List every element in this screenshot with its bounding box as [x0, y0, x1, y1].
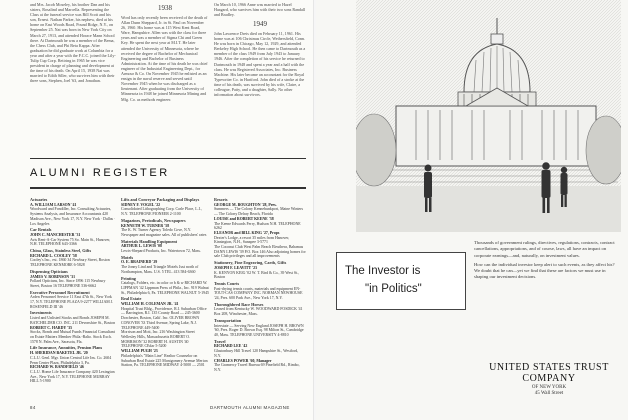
listing-category: Resorts: [214, 197, 228, 202]
register-listing: [214, 340, 306, 359]
register-listing: [121, 240, 209, 254]
ad-paragraph-2: How can the individual investor keep alert to such events, as they affect his? We doubt that he can—yet we find that these are factors we must use in shaping our investment decisions.: [474, 261, 615, 280]
register-listing: [214, 359, 306, 373]
listing-name: ROBERT C. HARDY '35: [30, 325, 73, 330]
listing-details: Fast-drying tennis courts, materials and equipment EN-TOUT-CAS COMPANY INC. NORMAN NEWHOUSE '24, Pres. 600 Park Ave., New York 17, N.Y.: [214, 286, 303, 301]
listing-details: Arden Personnel Service 11 East 47th St., New York 17, N.Y. TELEPHONE PLAZA 9-2277 WILLIAM J. ROSENFELD III '46: [30, 295, 114, 309]
listing-details: The K. W. Turner Agency Toledo Cove, N.Y. Newspaper and magazine sales. All of publishers' rates: [121, 228, 207, 237]
listing-details: The Gramercy Travel Bureau 69 Pinefield Rd., Rimbo, N.Y.: [214, 363, 300, 372]
obituary-column-1: and Mrs. Jacob Moseley, his brother Dan and his sisters, Rosalind and Marcella. Representing the Class at the funeral service was Bill Scott and his son, Ernest. Nathan Parker, his nephew, died at his home on East Woods Road, Pound Ridge, N.Y., on September 25. Nat was born in New York City on March 27, 1913, and attended Horace Mann School there. At Dartmouth he was a member of the Bema, the Chess Club, and Phi Beta Kappa. After graduation he did graduate work at Columbia for a year and after a year with the F.C.C. joined the Lily-Tulip Cup Corp. Retiring in 1965 he was vice president in charge of planning and development at the time of his death. On April 15, 1938 Nat was married to Edith Siller, who survives him with their three sons, Stephen, Joel '63, and Jonathan.: [30, 2, 116, 84]
listing-name: RICHARD L. COOLEY '58: [30, 253, 77, 258]
listing-details: Glastonbury Hill Travel 120 Hampshire St., Westford, N.Y.: [214, 349, 299, 358]
listing-category: Lifts and Conveyor Packaging and Displays: [121, 197, 200, 202]
listing-details: The Keene Edwards Ferry, Hudson N.H. TELEPHONE 6262: [214, 221, 301, 231]
listing-details: Hospital Trust Bldg., Providence, R.I. Suburban Office — Barrington, R.I. 135 County Road — 245-3600: [121, 306, 207, 316]
obituary-text: Word has only recently been received of the death of Allan Dunn Sheppard, Jr. in St. Paul on November 26, 1960. His home was at 115 West Kent Road, Ware, Hampshire. Allen was with the class for three years and was a member of Sigma Chi and Green Key. He spent the next year at M.I.T. He later attended the University of Minnesota, where he received the degree of Bachelor of Mechanical Engineering and Bachelor of Business Administration. At the time of his death he was chief engineer of the Industrial Engineering Dept., for Armour & Co. On November 1945 he enlisted as an ensign in the naval reserve and served until November 1945 when he was discharged as a lieutenant. After graduating from the University of Minnesota in 1948 he joined Minnesota Mining and Mfg. Co. as methods engineer.: [121, 15, 208, 102]
listing-name: CHARLES POWER '60, Manager: [214, 358, 272, 363]
listing-category: Stationery, Fine Engraving, Cards, Gifts: [214, 260, 287, 266]
register-listing: [214, 217, 306, 231]
register-listing: [121, 330, 209, 349]
listing-name: A. WILLIAM LARSON '41: [30, 202, 77, 207]
listing-details: C.L.U. Genl. Mgr. Union Central Life Ins. Co. 2604 Penn Center Plaza, Philadelphia 3, Pa.: [30, 355, 112, 365]
register-listing: [214, 231, 306, 245]
register-listing: [214, 303, 306, 317]
listing-details: Catalogs, Folders, etc. in color or b & w RICHARD W. LIPPMAN '42 Lippman Press of Phila., Inc. 919 Walnut St., Philadelphia 6, Pa. TELEPHONE WALNUT 5-1945: [121, 281, 209, 295]
listing-category: Thoroughbred Race Horses: [214, 301, 264, 307]
headline-line-2: "in Politics": [365, 283, 422, 295]
listing-details: Consolidated Lithographing Corp. Carle Place, L.I., N.Y. TELEPHONE PIONEER 2-1100: [121, 207, 202, 217]
listing-details: The Coconut Club West Palm Beach Eleuthera, Bahamas DANN LEWIS '39 P.O. Box 146 Also adjoining homes for sale Club privileges and all improvements: [214, 245, 306, 259]
listing-name: O. E. BRAINERD '29: [121, 260, 158, 265]
listing-category: Motels: [121, 254, 134, 260]
listing-name: WILLIAM PUGH '23: [121, 349, 158, 354]
listing-name: RICHARD W. BANDFIELD '46: [30, 365, 84, 370]
obituary-column-3: [214, 2, 306, 152]
listing-category: Actuaries: [30, 197, 48, 202]
listing-details: Cooley's Inc., est. 1860 34 Newbury Street, Boston TELEPHONE KENMORE 6-5828: [30, 258, 110, 268]
register-listing: [30, 291, 116, 310]
capitol-illustration: [356, 0, 621, 232]
listing-name: RICHARD LEE '42: [214, 344, 248, 349]
register-listing: [30, 270, 116, 289]
listing-details: Summers — The Colony Kennebunkport, Maine Winters — The Colony Delray Beach, Florida: [214, 207, 304, 217]
listing-category: Life Insurance, Annuities, Pension Plans: [30, 345, 103, 351]
register-listing: [30, 228, 116, 247]
register-listing: [214, 319, 306, 338]
listing-details: The Jonny Lind and Triangle Motels Just north of Northampton, Mass. U.S. 5 TEL. 413 584-6360: [121, 265, 199, 274]
company-city: OF NEW YORK: [531, 385, 567, 390]
listing-name: ELEANOR and BILL KING '27, Props: [214, 230, 280, 235]
ad-headline-box: [336, 252, 466, 310]
listing-name: SIDNEY F. VOGEL '22: [121, 202, 161, 207]
register-listing: [214, 261, 306, 280]
ad-body-copy: [474, 240, 620, 284]
company-name: UNITED STATES TRUST COMPANY: [489, 362, 609, 384]
register-column-3: [214, 196, 306, 402]
register-listing: [30, 249, 116, 268]
listing-details: C.L.U. Home Life Insurance Company 420 Lexington Ave., New York 17, N.Y. TELEPHONE MURRAY HILL 5-1900: [30, 369, 115, 384]
company-address: 45 Wall Street: [534, 391, 564, 396]
listing-name: JOHN C. MANCHESTER '31: [30, 232, 81, 237]
listing-name: ARTHUR L. LEWIS '08: [121, 244, 162, 249]
register-listing: [30, 198, 116, 226]
register-listing: [121, 277, 209, 296]
listing-details: Philadelphia's "Main Line" Realtor Counselor on Suburban Real Estate 225 Montgomery Avenue Merion Station, Pa. TELEPHONE MIDWAY 4-5000 — 2501: [121, 353, 208, 368]
listing-details: Morrison and Mott, Inc. 216 Washington Street Wellesley Hills, Massachusetts ROBERT O. MORRISON '32 ROBERT H. AUSTIN '40 TELEPHONE CEdar 5-5200: [121, 330, 195, 349]
listing-details: Leased from Kentucky W. WOODWARD FOSDICK '41 Box 208, Winchester, Mass.: [214, 307, 303, 317]
register-column-2: [121, 196, 209, 402]
register-listing: [214, 245, 306, 259]
listing-category: Dispensing Opticians: [30, 268, 68, 274]
listing-details: Woodward and Fondiller, Inc. Consulting Actuaries, Systems Analysis, and Insurance Accountants 420 Madison Ave., New York 17, N.Y. New York · Dallas · Los Angeles: [30, 207, 116, 226]
headline-line-1: The Investor is: [345, 265, 421, 277]
register-listing: [121, 219, 209, 238]
listing-details: Avis Rent-A-Car System 75 So. Main St., Hanover, N.H. TELEPHONE 643-3366: [30, 237, 111, 247]
register-title: ALUMNI REGISTER: [30, 167, 170, 179]
register-listing: [214, 282, 306, 301]
listing-details: K. KENYON KEIG '02 W. T. Bird & Co., 39 West St., Boston: [214, 270, 300, 280]
listing-category: Printing: [121, 275, 136, 281]
listing-details: Stocks, Bonds and Mutual Funds Financial Consultant on Estate Matters Member Phila.-Balto. Stock Exch. 1578 N. Palm Ave., Sarasota, Fla.: [30, 330, 115, 344]
listing-category: Investments: [30, 310, 52, 316]
listing-name: GEORGE M. BOUGHTON '28, Pres.: [214, 202, 277, 207]
class-year-heading: 1938: [158, 4, 172, 12]
top-divider: [30, 158, 306, 159]
listing-category: Car Rentals: [30, 227, 52, 233]
listing-category: China, Glass, Stainless Steel, Gifts: [30, 248, 92, 254]
register-listing: [121, 349, 209, 368]
register-listing: [30, 326, 116, 345]
page-number: 84: [30, 405, 36, 410]
register-listing: [30, 365, 116, 384]
listing-name: KENNETH W. TURNER '58: [121, 223, 170, 228]
register-listing: [121, 316, 209, 330]
listing-category: Tennis Courts: [214, 280, 240, 286]
obituary-column-2: [121, 2, 209, 152]
obituary-text: On March 10, 1966 Anne was married to Hazel Haagard, who survives him with their two sons Randall and Bradley.: [214, 2, 306, 18]
listing-details: Dexter's Lodge, a resort 35 miles from Hanover, Kinsington, N.H., Sunapee 3-5771: [214, 235, 290, 245]
listing-details: Listed and Unlisted Stocks and Bonds JOSEPH M. BATCHELDER CO. INC. 211 Devonshire St., Boston: [30, 316, 116, 325]
listing-category: Magazines, Periodicals, Newspapers: [121, 217, 186, 223]
listing-details: Lewis-Shepard Products, Inc. Watertown 72, Mass.: [121, 249, 201, 254]
right-page: [316, 0, 628, 420]
register-listing: [121, 256, 209, 275]
listing-name: JAMES V. ROBINSON '31: [30, 274, 76, 279]
ad-paragraph-1: Thousands of government rulings, directives, regulations, contracts, contract cancellations, appropriations, and of course, laws, all have an impact on corporate earnings—and, naturally, on investment values.: [474, 240, 615, 258]
register-listing: [30, 346, 116, 365]
listing-category: Real Estate: [121, 296, 142, 302]
register-listing: [121, 297, 209, 316]
listing-category: Transportation: [214, 317, 242, 323]
listing-category: Materials Handling Equipment: [121, 238, 178, 244]
register-column-1: [30, 196, 116, 402]
obituary-text: John Lawrence Dreis died on February 11, 1961. His home was at 106 Christmas Circle, Wethersfield, Conn. He was born in Chicago, May 12, 1929, and attended Berkeley High School. He then came to Dartmouth as a member of the class 1949 from July 1943 to January 1946. After the completion of his service he returned to Dartmouth in 1948 and spent a year and a half with the class. He was Registered Associates, Inc. Business Machine. His later became an accountant for the Royal Typewriter Co. in Hartford. John died of a stroke at the time of his death, was survived by his wife, Claire, a colleague, Patty, and a daughter, Sally. No other information about survivors.: [214, 31, 306, 98]
listing-name: H. SHERIDAN BAKETEL JR. '20: [30, 351, 88, 356]
register-listing: [214, 198, 306, 217]
listing-category: Executive Personnel Recruitment: [30, 289, 90, 295]
advertiser-signature: [476, 362, 622, 396]
register-listing: [121, 198, 209, 217]
listing-category: Travel: [214, 338, 226, 344]
register-divider: [30, 187, 306, 189]
listing-name: WILLIAM H. COLEMAN JR. '41: [121, 302, 179, 307]
listing-details: Pollard Opticians, Inc. Since 1896 115 Newbury Street, Boston 16 TELEPHONE 536-6662: [30, 279, 106, 288]
class-year-heading: 1949: [253, 20, 267, 28]
listing-details: Dorchester, Boston, Calif. Inc. OLIVER BROWN CONOVER '33 Third Avenue, Spring Lake, N.J. TELEPHONE 449-5400: [121, 316, 200, 330]
listing-name: JOSEPH F. LEAVITT '23: [214, 265, 257, 270]
listing-name: LOUISE and ROBERT KEENE '38: [214, 216, 274, 221]
register-listing: [30, 311, 116, 325]
magazine-footer: DARTMOUTH ALUMNI MAGAZINE: [210, 405, 290, 410]
listing-details: Interstate — Serving New England JOSEPH H. BROWN '60, Pres. Roger D. Brown Esq. 98 Milton St., Cambridge 40, Mass. TELEPHONE UNIVERSITY 4-8810: [214, 323, 304, 337]
